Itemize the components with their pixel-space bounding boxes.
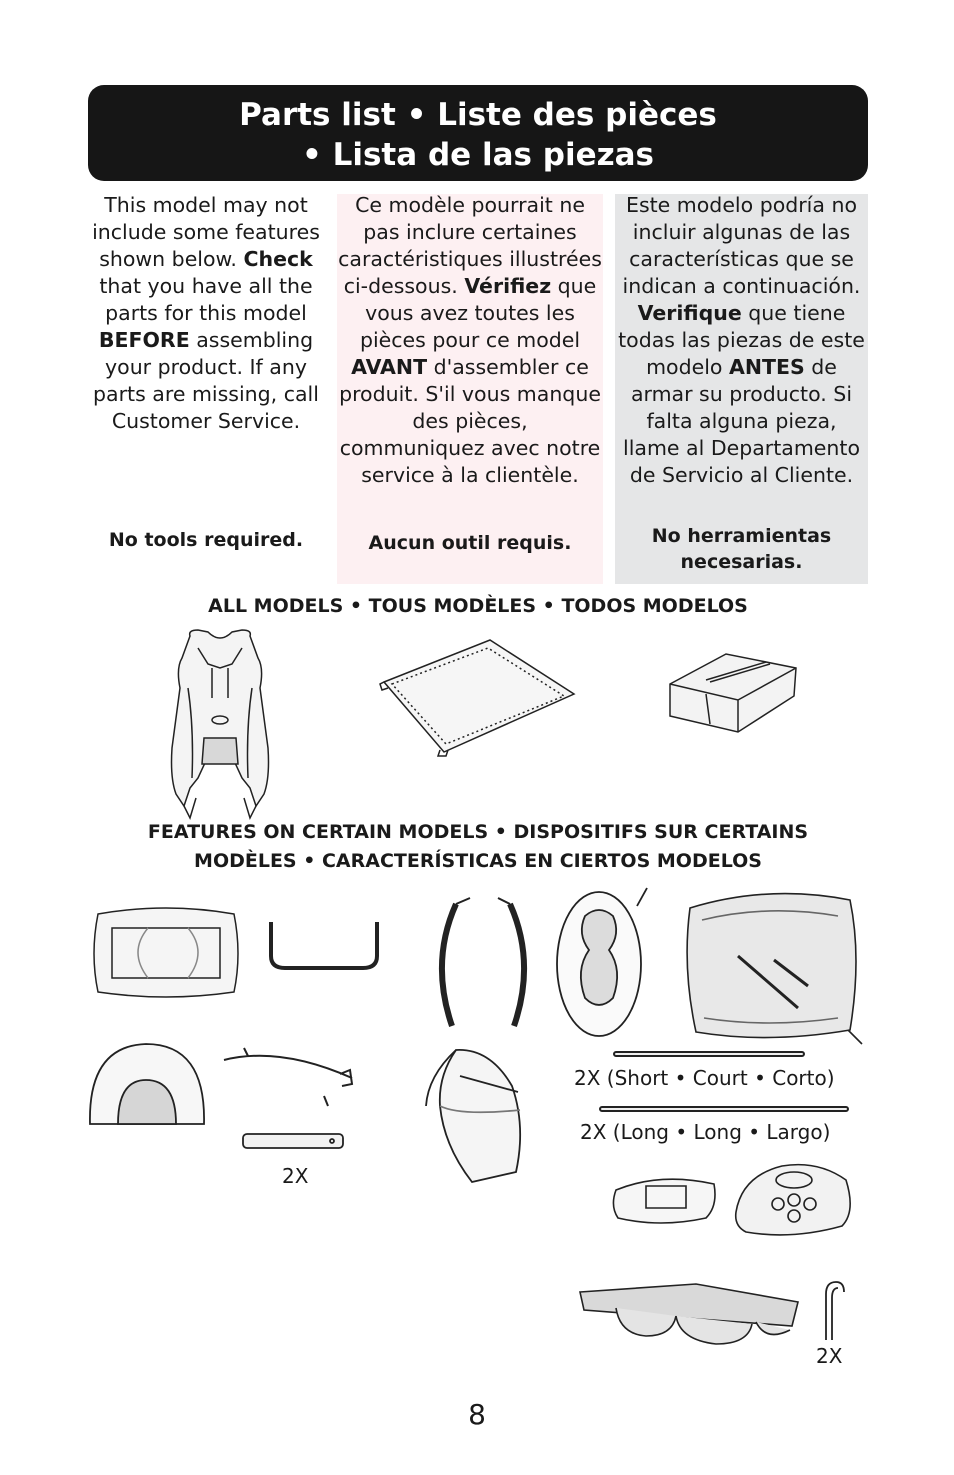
canopy-hood-illustration	[420, 1046, 528, 1186]
no-tools-note-spanish: No herramientas necesarias.	[651, 525, 832, 573]
support-bar-illustration	[220, 1044, 360, 1108]
intro-column-spanish	[615, 194, 868, 584]
intro-emphasis: Check	[243, 247, 313, 271]
infant-insert-illustration	[553, 886, 653, 1038]
quantity-label-tubes: 2X	[282, 1164, 309, 1188]
short-tube-illustration	[240, 1130, 350, 1154]
intro-emphasis: Verifique	[637, 301, 742, 325]
intro-text: that you have all the parts for this model	[99, 274, 313, 325]
bassinet-cover-illustration	[88, 906, 244, 1000]
intro-text-french	[337, 192, 603, 489]
intro-text-spanish	[615, 192, 868, 489]
intro-emphasis: Vérifiez	[464, 274, 552, 298]
intro-emphasis: ANTES	[728, 355, 805, 379]
intro-text: This model may not include some features shown below.	[92, 193, 320, 271]
short-rod-illustration	[612, 1050, 808, 1060]
short-rods-label: 2X (Short • Court • Corto)	[574, 1066, 835, 1090]
intro-text-english	[88, 192, 324, 435]
seat-pad-illustration	[168, 628, 272, 820]
arch-tubes-illustration	[428, 896, 538, 1034]
u-tube-illustration	[265, 920, 383, 972]
features-heading-line-1: FEATURES ON CERTAIN MODELS • DISPOSITIFS SUR CERTAINS	[147, 821, 809, 843]
intro-text: que tiene todas las piezas de este modelo	[618, 301, 865, 379]
intro-emphasis: BEFORE	[98, 328, 190, 352]
intro-column-french	[337, 194, 603, 584]
intro-text: d'assembler ce produit. S'il vous manque des pièces, communiquez avec notre service à la clientèle.	[339, 355, 601, 487]
intro-text: que vous avez toutes les pièces pour ce model	[359, 274, 597, 352]
mesh-bassinet-illustration	[678, 888, 868, 1048]
intro-text: de armar su producto. Si falta alguna pieza, llame al Departamento de Servicio al Cliente.	[623, 355, 860, 487]
page-title-line-2: • Lista de las piezas	[301, 137, 655, 173]
no-tools-note-english: No tools required.	[108, 529, 304, 551]
features-heading-line-2: MODÈLES • CARACTERÍSTICAS EN CIERTOS MODELOS	[194, 850, 762, 872]
canopy-dome-illustration	[86, 1040, 208, 1130]
page-number: 8	[468, 1398, 486, 1431]
intro-emphasis: AVANT	[351, 355, 428, 379]
mattress-board-illustration	[378, 638, 578, 758]
intro-text: assembling your product. If any parts are missing, call Customer Service.	[93, 328, 319, 433]
quantity-label-hooks: 2X	[816, 1344, 843, 1368]
no-tools-note-french: Aucun outil requis.	[368, 532, 572, 554]
all-models-heading: ALL MODELS • TOUS MODÈLES • TODOS MODELOS	[208, 595, 748, 617]
page-title-line-1: Parts list • Liste des pièces	[239, 97, 717, 133]
long-rods-label: 2X (Long • Long • Largo)	[580, 1120, 831, 1144]
page-title-banner	[88, 85, 868, 181]
intro-text: Ce modèle pourrait ne pas inclure certaines caractéristiques illustrées ci-dessous.	[338, 193, 602, 298]
carry-bag-illustration	[666, 650, 800, 736]
intro-text: Este modelo podría no incluir algunas de las características que se indican a continuación.	[622, 193, 861, 298]
vibration-unit-illustration	[732, 1156, 858, 1240]
battery-cover-illustration	[610, 1170, 720, 1228]
long-rod-illustration	[598, 1105, 852, 1115]
intro-column-english	[88, 194, 324, 584]
hook-illustration	[818, 1280, 848, 1344]
features-heading	[88, 818, 868, 876]
storage-organizer-illustration	[576, 1282, 802, 1348]
